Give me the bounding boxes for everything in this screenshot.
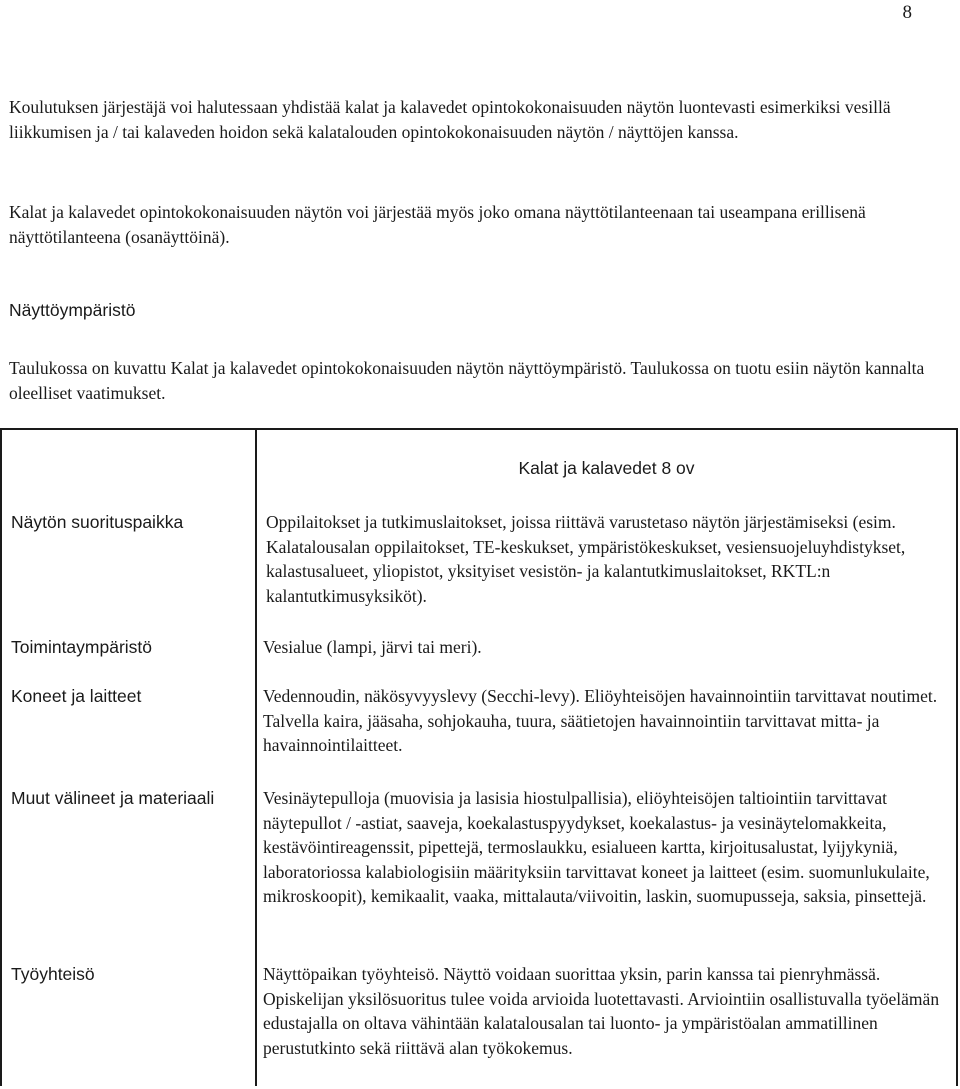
row-label-suorituspaikka: Näytön suorituspaikka — [11, 512, 184, 532]
row-label-toimintaymparisto: Toimintaympäristö — [11, 637, 153, 657]
table-title: Kalat ja kalavedet 8 ov — [518, 458, 695, 478]
section-heading: Näyttöympäristö — [9, 300, 136, 320]
row-value-koneet: Vedennoudin, näkösyvyyslevy (Secchi-levy). Eliöyhteisöjen havainnointiin tarvittavat noutimet. Talvella kaira, jääsaha, sohjokauha, tuura, säätietojen havainnointiin tarvittavat mitta- ja havainnointilaitteet. — [263, 686, 938, 755]
intro-paragraph-2: Kalat ja kalavedet opintokokonaisuuden näytön voi järjestää myös joko omana näyttötilanteenaan tai useampana erillisenä näyttötilanteena (osanäyttöinä). — [9, 202, 866, 247]
row-label-koneet: Koneet ja laitteet — [11, 686, 142, 706]
row-value-muut-valineet: Vesinäytepulloja (muovisia ja lasisia hiostulpallisia), eliöyhteisöjen taltiointiin tarvittavat näytepullot / -astiat, saaveja, koekalastuspyydykset, koekalastus- ja vesinäytelomakkeita, kestävöintireagenssit, pipettejä, termoslaukku, esialueen kartta, kirjoitusalustat, lyijykyniä, laboratoriossa kalabiologisiin määrityksiin tarvittavat koneet ja laitteet (esim. suomunlukulaite, mikroskoopit), kemikaalit, vaaka, mittalauta/viivoitin, laskin, suomupusseja, saksia, pinsettejä. — [263, 788, 930, 906]
requirements-table — [0, 428, 958, 1086]
section-intro: Taulukossa on kuvattu Kalat ja kalavedet opintokokonaisuuden näytön näyttöympäristö. Taulukossa on tuotu esiin näytön kannalta oleelliset vaatimukset. — [9, 358, 925, 403]
row-value-tyoyhteiso: Näyttöpaikan työyhteisö. Näyttö voidaan suorittaa yksin, parin kanssa tai pienryhmässä. Opiskelijan yksilösuoritus tulee voida arvioida luotettavasti. Arviointiin osallistuvalla työelämän edustajalla on oltava vähintään kalatalousalan tai luonto- ja ympäristöalan ammatillinen perustutkinto sekä riittävä alan työkokemus. — [263, 964, 940, 1058]
row-label-muut-valineet: Muut välineet ja materiaali — [11, 788, 215, 808]
intro-paragraph-1: Koulutuksen järjestäjä voi halutessaan yhdistää kalat ja kalavedet opintokokonaisuuden näytön luontevasti esimerkiksi vesillä liikkumisen ja / tai kalaveden hoidon sekä kalatalouden opintokokonaisuuden näytön / näyttöjen kanssa. — [9, 97, 891, 142]
row-label-tyoyhteiso: Työyhteisö — [11, 964, 95, 984]
page-number: 8 — [902, 2, 912, 23]
row-value-suorituspaikka: Oppilaitokset ja tutkimuslaitokset, joissa riittävä varustetaso näytön järjestämiseksi (esim. Kalatalousalan oppilaitokset, TE-keskukset, ympäristökeskukset, vesiensuojeluyhdistykset, kalastusalueet, yliopistot, yksityiset vesistön- ja kalantutkimuslaitokset, RKTL:n kalantutkimusyksiköt). — [266, 512, 906, 606]
row-value-toimintaymparisto: Vesialue (lampi, järvi tai meri). — [263, 637, 482, 657]
table-column-divider — [255, 430, 257, 1086]
